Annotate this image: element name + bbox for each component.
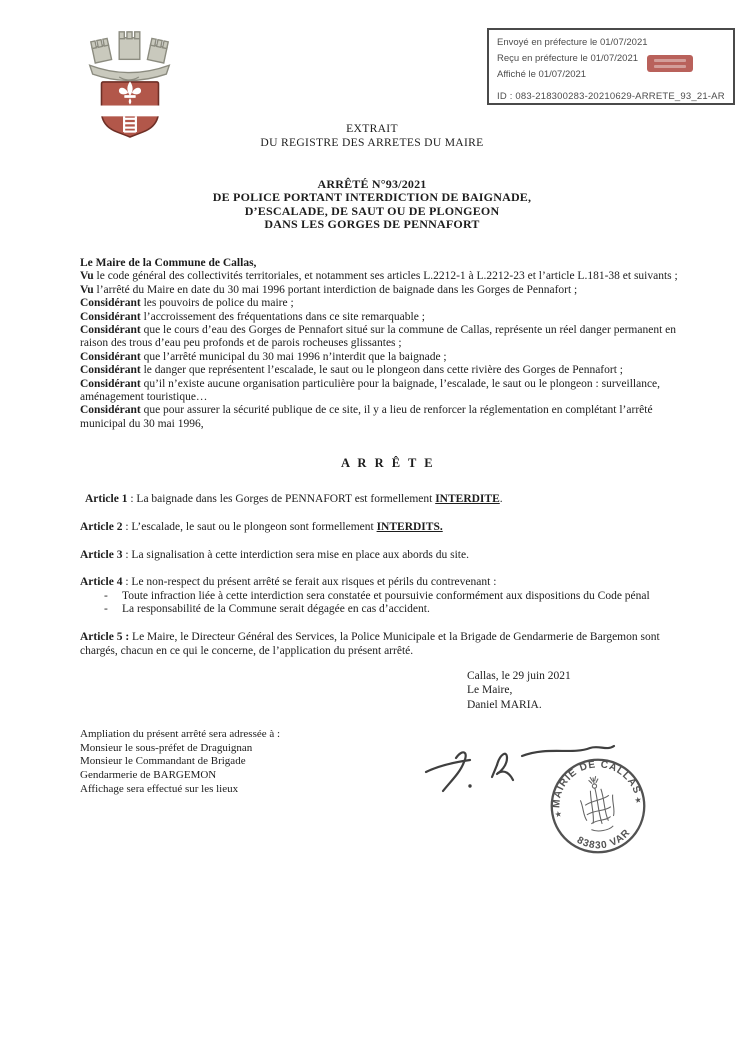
clause-lead: Considérant bbox=[80, 404, 141, 417]
distribution-line: Monsieur le sous-préfet de Draguignan bbox=[80, 741, 253, 754]
article-4-bullet bbox=[80, 603, 696, 616]
article-4-bullet bbox=[80, 590, 696, 603]
clause-text: que l’arrêté municipal du 30 mai 1996 n’interdit que la baignade ; bbox=[140, 350, 447, 363]
signatory-role: Le Maire, bbox=[467, 684, 513, 697]
preamble-clause bbox=[80, 311, 696, 324]
decree-number: ARRÊTÉ N°93/2021 bbox=[317, 177, 427, 191]
article-lead: Article 3 bbox=[80, 548, 123, 561]
clause-text: l’accroissement des fréquentations dans ce site remarquable ; bbox=[140, 310, 425, 323]
decree-title-line4: DANS LES GORGES DE PENNAFORT bbox=[264, 216, 480, 231]
preamble-clause bbox=[80, 297, 696, 310]
seal-top-text: MAIRIE DE CALLAS bbox=[551, 759, 643, 809]
bullet-dash: - bbox=[104, 603, 108, 616]
received-in-prefecture-line: Reçu en préfecture le 01/07/2021 bbox=[497, 53, 639, 64]
callas-coat-of-arms-icon bbox=[73, 20, 186, 138]
clause-lead: Considérant bbox=[80, 297, 141, 310]
article-3 bbox=[80, 549, 696, 562]
bullet-dash: - bbox=[104, 589, 108, 602]
clause-text: que le cours d’eau des Gorges de Pennafort situé sur la commune de Callas, représente un réel danger permanent en raison des trous d’eau peu profonds et de parois rocheuses glissantes ; bbox=[80, 324, 677, 350]
preamble-clause bbox=[80, 284, 696, 297]
article-text: : La signalisation à cette interdiction sera mise en place aux abords du site. bbox=[122, 548, 469, 561]
preamble-clause bbox=[80, 404, 696, 431]
distribution-line: Gendarmerie de BARGEMON bbox=[80, 769, 217, 782]
article-5 bbox=[80, 631, 696, 658]
mayor-signature-icon bbox=[412, 736, 617, 806]
article-1 bbox=[80, 493, 696, 506]
clause-text: le code général des collectivités territoriales, et notamment ses articles L.2212-1 à L.2212-23 et l’article L.181-38 et suivants ; bbox=[93, 270, 678, 283]
article-text: : L’escalade, le saut ou le plongeon sont formellement bbox=[122, 520, 377, 533]
clause-text: que pour assurer la sécurité publique de ce site, il y a lieu de renforcer la réglementation en complétant l’arrêté municipal du 30 mai 1996, bbox=[80, 404, 653, 430]
article-text: Le Maire, le Directeur Général des Services, la Police Municipale et la Brigade de Gendarmerie de Bargemon sont chargés, chacun en ce qui le concerne, de l’application du présent arrêté. bbox=[80, 631, 660, 657]
article-2 bbox=[80, 521, 696, 534]
article-lead: Article 1 bbox=[85, 492, 128, 505]
decree-title-line3: D’ESCALADE, DE SAUT OU DE PLONGEON bbox=[244, 203, 500, 218]
mural-crown-icon bbox=[90, 32, 170, 81]
extrait-line1: EXTRAIT bbox=[346, 122, 398, 135]
distribution-line: Affichage sera effectué sur les lieux bbox=[80, 782, 239, 795]
decree-body bbox=[80, 257, 696, 672]
clause-lead: Vu bbox=[80, 283, 94, 296]
article-text: . bbox=[499, 492, 503, 505]
actes-red-stamp-icon bbox=[647, 55, 693, 72]
clause-lead: Considérant bbox=[80, 350, 141, 363]
article-emphasis: INTERDITS. bbox=[376, 520, 443, 533]
preamble-opening: Le Maire de la Commune de Callas, bbox=[80, 257, 257, 269]
bullet-text: La responsabilité de la Commune serait dégagée en cas d’accident. bbox=[122, 603, 430, 616]
article-lead: Article 4 bbox=[80, 576, 123, 589]
arrete-heading: A R R Ê T E bbox=[340, 456, 436, 471]
clause-text: le danger que représentent l’escalade, le saut ou le plongeon dans cette rivière des Gorges de Pennafort ; bbox=[140, 364, 623, 377]
article-lead: Article 5 : bbox=[80, 631, 130, 644]
distribution-line: Ampliation du présent arrêté sera adressée à : bbox=[80, 728, 281, 740]
seal-star-left-icon: ★ bbox=[553, 809, 563, 820]
clause-lead: Considérant bbox=[80, 377, 141, 390]
sent-to-prefecture-line: Envoyé en préfecture le 01/07/2021 bbox=[497, 37, 648, 48]
posted-on-line: Affiché le 01/07/2021 bbox=[497, 69, 587, 80]
extrait-line2: DU REGISTRE DES ARRETES DU MAIRE bbox=[260, 135, 484, 149]
article-4 bbox=[80, 576, 696, 616]
decree-title bbox=[0, 178, 744, 231]
preamble-clause bbox=[80, 378, 696, 405]
article-emphasis: INTERDITE bbox=[435, 492, 500, 505]
clause-lead: Considérant bbox=[80, 324, 141, 337]
article-lead: Article 2 bbox=[80, 520, 123, 533]
clause-lead: Vu bbox=[80, 270, 94, 283]
bullet-text: Toute infraction liée à cette interdiction sera constatée et poursuivie conformément aux dispositions du Code pénal bbox=[122, 589, 650, 602]
preamble-clause bbox=[80, 351, 696, 364]
extrait-heading bbox=[0, 122, 744, 149]
preamble-clause bbox=[80, 364, 696, 377]
clause-lead: Considérant bbox=[80, 310, 141, 323]
shield-fess-band bbox=[99, 106, 160, 117]
article-text: : Le non-respect du présent arrêté se ferait aux risques et périls du contrevenant : bbox=[122, 576, 497, 589]
distribution-line: Monsieur le Commandant de Brigade bbox=[80, 755, 246, 768]
transmission-id-line: ID : 083-218300283-20210629-ARRETE_93_21-AR bbox=[497, 91, 725, 102]
seal-star-right-icon: ★ bbox=[633, 795, 643, 806]
decree-title-line2: DE POLICE PORTANT INTERDICTION DE BAIGNADE, bbox=[212, 190, 532, 205]
distribution-list bbox=[80, 728, 280, 797]
clause-lead: Considérant bbox=[80, 364, 141, 377]
place-date: Callas, le 29 juin 2021 bbox=[467, 670, 571, 682]
clause-text: les pouvoirs de police du maire ; bbox=[140, 297, 294, 310]
preamble-clause bbox=[80, 270, 696, 283]
prefecture-transmission-box bbox=[487, 28, 735, 105]
signature-block bbox=[467, 669, 571, 712]
seal-bottom-text: 83830 VAR bbox=[574, 827, 633, 852]
clause-text: l’arrêté du Maire en date du 30 mai 1996 portant interdiction de baignade dans les Gorges de Pennafort ; bbox=[93, 283, 578, 296]
article-text: : La baignade dans les Gorges de PENNAFORT est formellement bbox=[127, 492, 436, 505]
clause-text: qu’il n’existe aucune organisation particulière pour la baignade, l’escalade, le saut ou le plongeon : surveillance, aménagement touristique… bbox=[80, 377, 661, 404]
preamble-clause bbox=[80, 324, 696, 351]
signatory-name: Daniel MARIA. bbox=[467, 698, 542, 711]
